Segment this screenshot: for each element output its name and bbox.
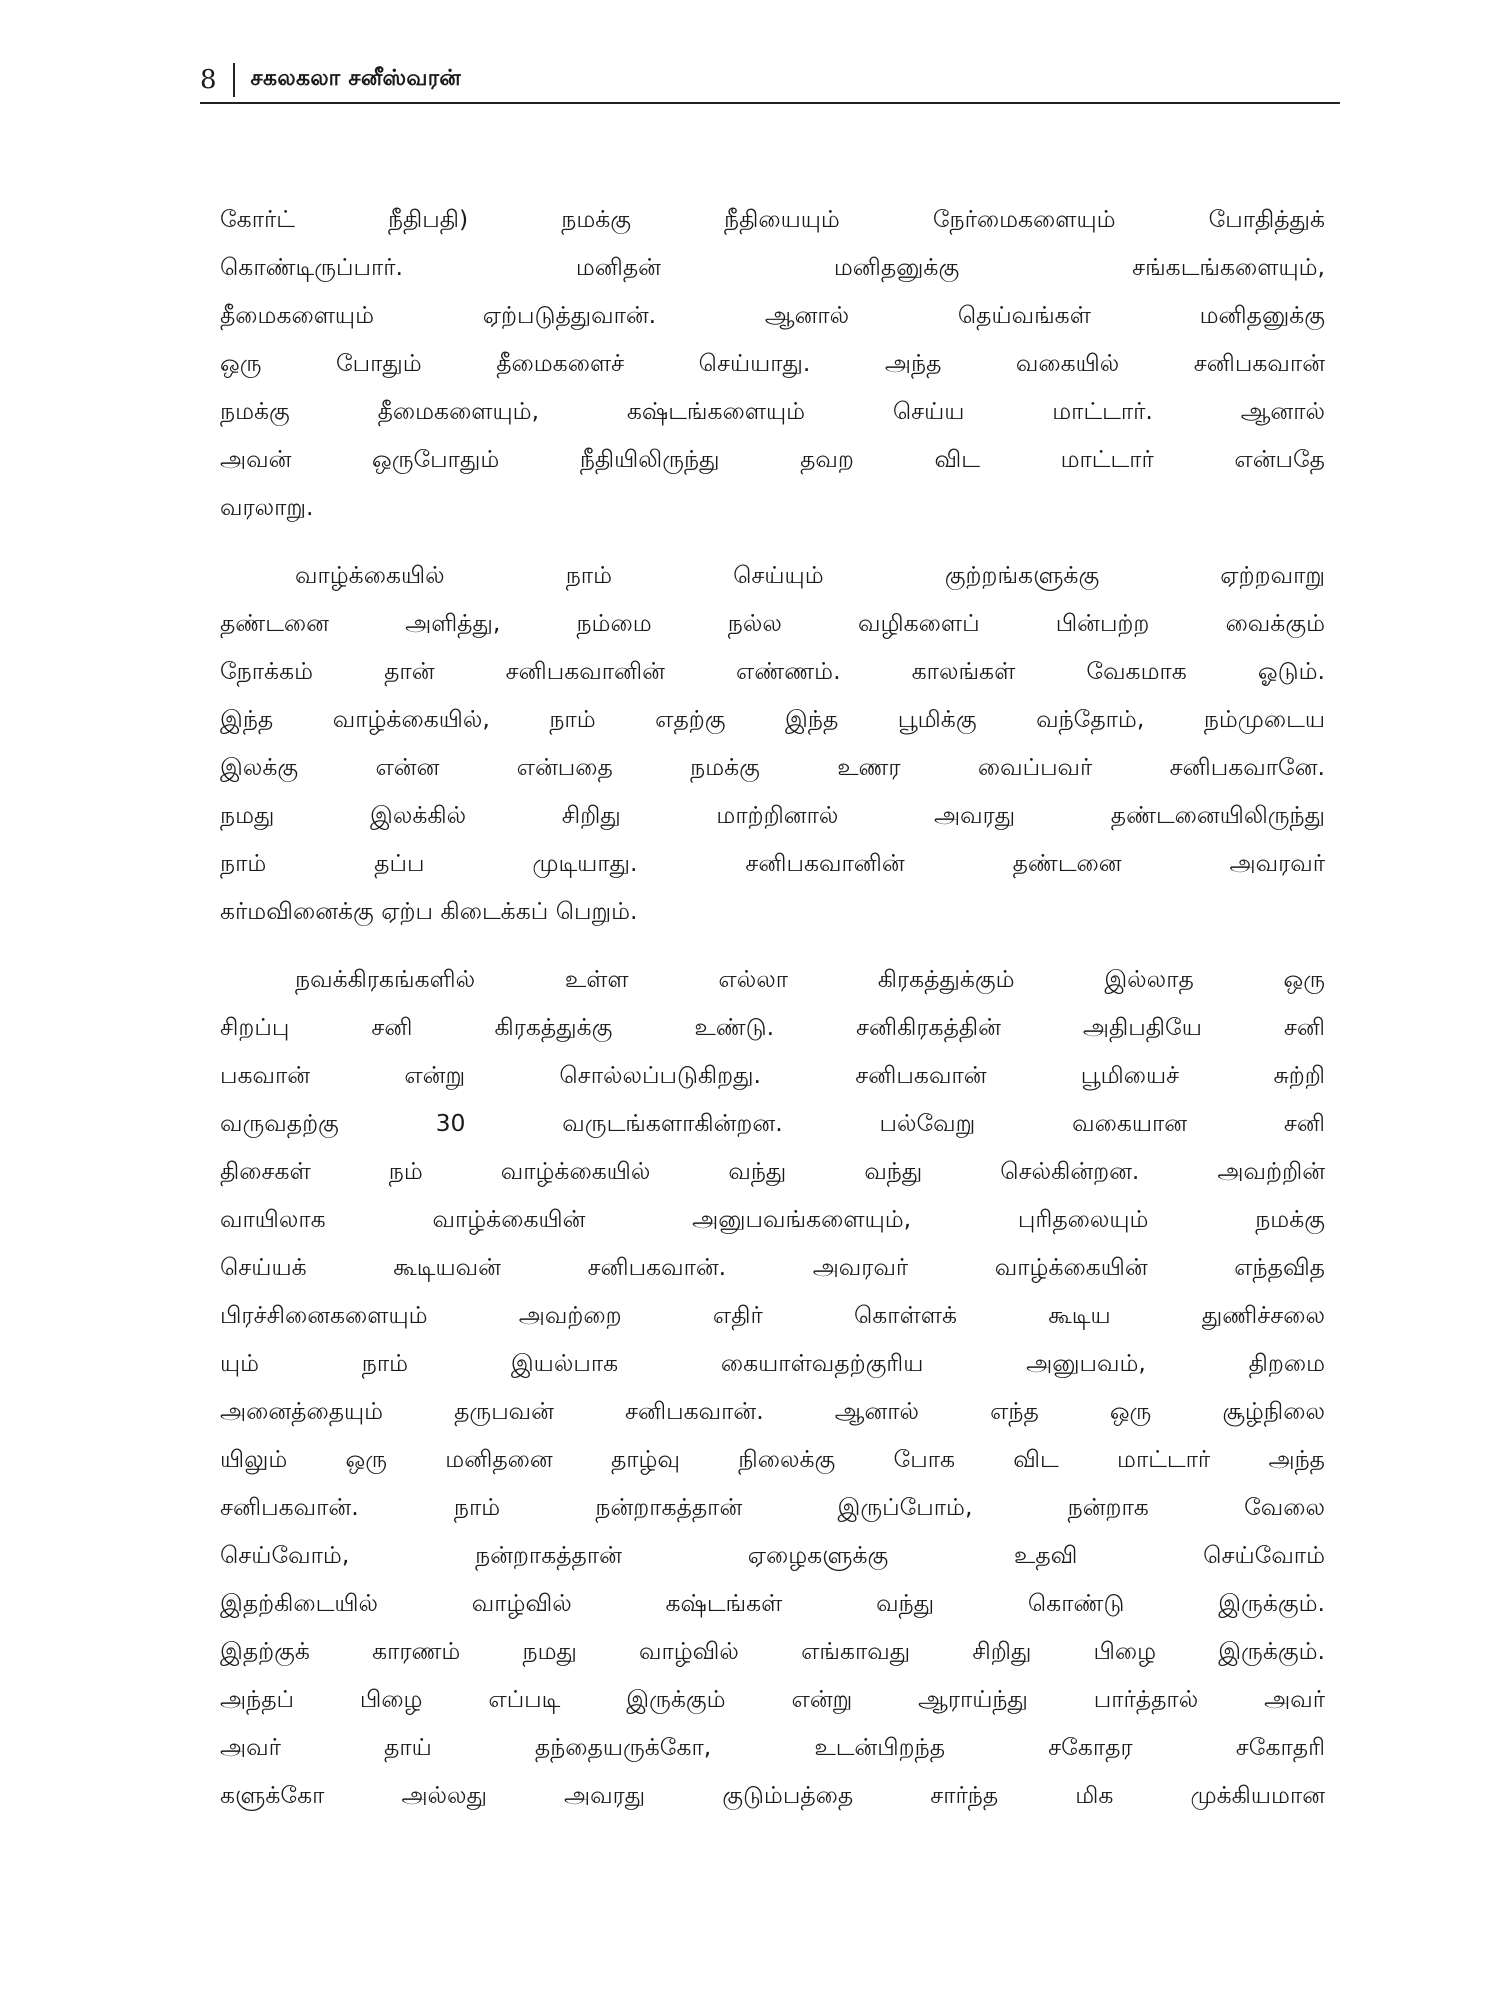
text-line: வருவதற்கு 30 வருடங்களாகின்றன. பல்வேறு வகையான சனி — [220, 1109, 1325, 1137]
text-line: வாழ்க்கையில் நாம் செய்யும் குற்றங்களுக்கு ஏற்றவாறு — [295, 561, 1325, 589]
text-line: வரலாறு. — [220, 493, 314, 521]
text-line: செய்வோம், நன்றாகத்தான் ஏழைகளுக்கு உதவி செய்வோம் — [220, 1541, 1325, 1569]
text-line: திசைகள் நம் வாழ்க்கையில் வந்து வந்து செல்கின்றன. அவற்றின் — [220, 1157, 1325, 1185]
header-divider — [233, 63, 235, 97]
book-title: சகலகலா சனீஸ்வரன் — [250, 66, 462, 91]
text-line: இலக்கு என்ன என்பதை நமக்கு உணர வைப்பவர் சனிபகவானே. — [220, 753, 1325, 781]
text-line: பிரச்சினைகளையும் அவற்றை எதிர் கொள்ளக் கூடிய துணிச்சலை — [220, 1301, 1325, 1329]
text-line: செய்யக் கூடியவன் சனிபகவான். அவரவர் வாழ்க்கையின் எந்தவித — [220, 1253, 1325, 1281]
text-line: அவன் ஒருபோதும் நீதியிலிருந்து தவற விட மாட்டார் என்பதே — [220, 445, 1325, 473]
paragraph-2 — [220, 551, 1325, 935]
text-line: கொண்டிருப்பார். மனிதன் மனிதனுக்கு சங்கடங்களையும், — [220, 253, 1325, 281]
text-line: ஒரு போதும் தீமைகளைச் செய்யாது. அந்த வகையில் சனிபகவான் — [220, 349, 1325, 377]
text-line: தண்டனை அளித்து, நம்மை நல்ல வழிகளைப் பின்பற்ற வைக்கும் — [220, 609, 1325, 637]
text-line: இந்த வாழ்க்கையில், நாம் எதற்கு இந்த பூமிக்கு வந்தோம், நம்முடைய — [220, 705, 1325, 733]
text-line: இதற்குக் காரணம் நமது வாழ்வில் எங்காவது சிறிது பிழை இருக்கும். — [220, 1637, 1325, 1665]
text-line: நாம் தப்ப முடியாது. சனிபகவானின் தண்டனை அவரவர் — [220, 849, 1325, 877]
text-line: கர்மவினைக்கு ஏற்ப கிடைக்கப் பெறும். — [220, 897, 638, 925]
text-line: அந்தப் பிழை எப்படி இருக்கும் என்று ஆராய்ந்து பார்த்தால் அவர் — [220, 1685, 1325, 1713]
text-line: நவக்கிரகங்களில் உள்ள எல்லா கிரகத்துக்கும் இல்லாத ஒரு — [295, 965, 1325, 993]
text-line: களுக்கோ அல்லது அவரது குடும்பத்தை சார்ந்த மிக முக்கியமான — [220, 1781, 1325, 1809]
text-line: அனைத்தையும் தருபவன் சனிபகவான். ஆனால் எந்த ஒரு சூழ்நிலை — [220, 1397, 1325, 1425]
text-line: நமது இலக்கில் சிறிது மாற்றினால் அவரது தண்டனையிலிருந்து — [220, 801, 1325, 829]
text-line: அவர் தாய் தந்தையருக்கோ, உடன்பிறந்த சகோதர சகோதரி — [220, 1733, 1325, 1761]
text-line: சிறப்பு சனி கிரகத்துக்கு உண்டு. சனிகிரகத்தின் அதிபதியே சனி — [220, 1013, 1325, 1041]
body-text — [220, 195, 1325, 1839]
text-line: வாயிலாக வாழ்க்கையின் அனுபவங்களையும், புரிதலையும் நமக்கு — [220, 1205, 1325, 1233]
text-line: நமக்கு தீமைகளையும், கஷ்டங்களையும் செய்ய மாட்டார். ஆனால் — [220, 397, 1325, 425]
text-line: தீமைகளையும் ஏற்படுத்துவான். ஆனால் தெய்வங்கள் மனிதனுக்கு — [220, 301, 1325, 329]
text-line: பகவான் என்று சொல்லப்படுகிறது. சனிபகவான் பூமியைச் சுற்றி — [220, 1061, 1325, 1089]
running-header — [200, 58, 1340, 104]
text-line: இதற்கிடையில் வாழ்வில் கஷ்டங்கள் வந்து கொண்டு இருக்கும். — [220, 1589, 1325, 1617]
paragraph-3 — [220, 955, 1325, 1819]
paragraph-1 — [220, 195, 1325, 531]
text-line: கோர்ட் நீதிபதி) நமக்கு நீதியையும் நேர்மைகளையும் போதித்துக் — [220, 205, 1325, 233]
text-line: யிலும் ஒரு மனிதனை தாழ்வு நிலைக்கு போக விட மாட்டார் அந்த — [220, 1445, 1325, 1473]
text-line: சனிபகவான். நாம் நன்றாகத்தான் இருப்போம், நன்றாக வேலை — [220, 1493, 1325, 1521]
text-line: யும் நாம் இயல்பாக கையாள்வதற்குரிய அனுபவம், திறமை — [220, 1349, 1325, 1377]
page-number: 8 — [200, 65, 217, 95]
text-line: நோக்கம் தான் சனிபகவானின் எண்ணம். காலங்கள் வேகமாக ஓடும். — [220, 657, 1325, 685]
